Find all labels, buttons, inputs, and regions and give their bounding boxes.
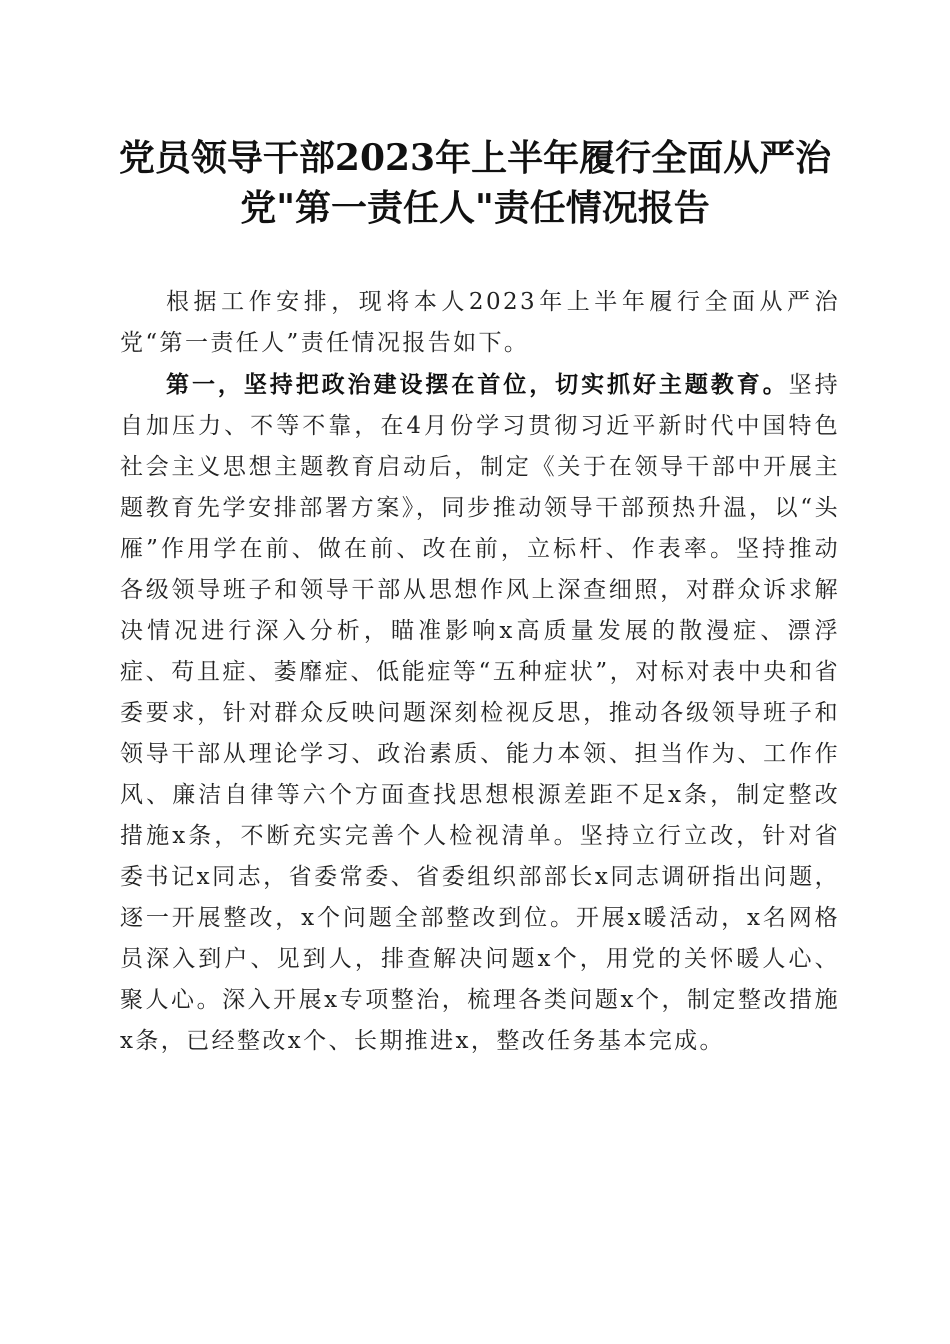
section-1-body: 坚持自加压力、不等不靠，在4月份学习贯彻习近平新时代中国特色社会主义思想主题教育启动后，制定《关于在领导干部中开展主题教育先学安排部署方案》，同步推动领导干部预热升温，以“头雁”作用学在前、做在前、改在前，立标杆、作表率。坚持推动各级领导班子和领导干部从思想作风上深查细照，对群众诉求解决情况进行深入分析，瞄准影响x高质量发展的散漫症、漂浮症、苟且症、萎靡症、低能症等“五种症状”，对标对表中央和省委要求，针对群众反映问题深刻检视反思，推动各级领导班子和领导干部从理论学习、政治素质、能力本领、担当作为、工作作风、廉洁自律等六个方面查找思想根源差距不足x条，制定整改措施x条，不断充实完善个人检视清单。坚持立行立改，针对省委书记x同志，省委常委、省委组织部部长x同志调研指出问题，逐一开展整改，x个问题全部整改到位。开展x暖活动，x名网格员深入到户、见到人，排查解决问题x个，用党的关怀暖人心、聚人心。深入开展x专项整治，梳理各类问题x个，制定整改措施x条，已经整改x个、长期推进x，整改任务基本完成。 [120,372,840,1054]
section-1-lead: 第一，坚持把政治建设摆在首位，切实抓好主题教育。 [166,371,789,398]
document-title [60,133,890,233]
document-body [120,282,840,1062]
intro-paragraph [120,282,840,364]
section-1-paragraph [120,364,840,1062]
title-line-2: 党"第一责任人"责任情况报告 [240,187,710,229]
intro-text: 根据工作安排，现将本人2023年上半年履行全面从严治党“第一责任人”责任情况报告如下。 [120,289,840,356]
title-line-1: 党员领导干部2023年上半年履行全面从严治 [118,137,832,179]
